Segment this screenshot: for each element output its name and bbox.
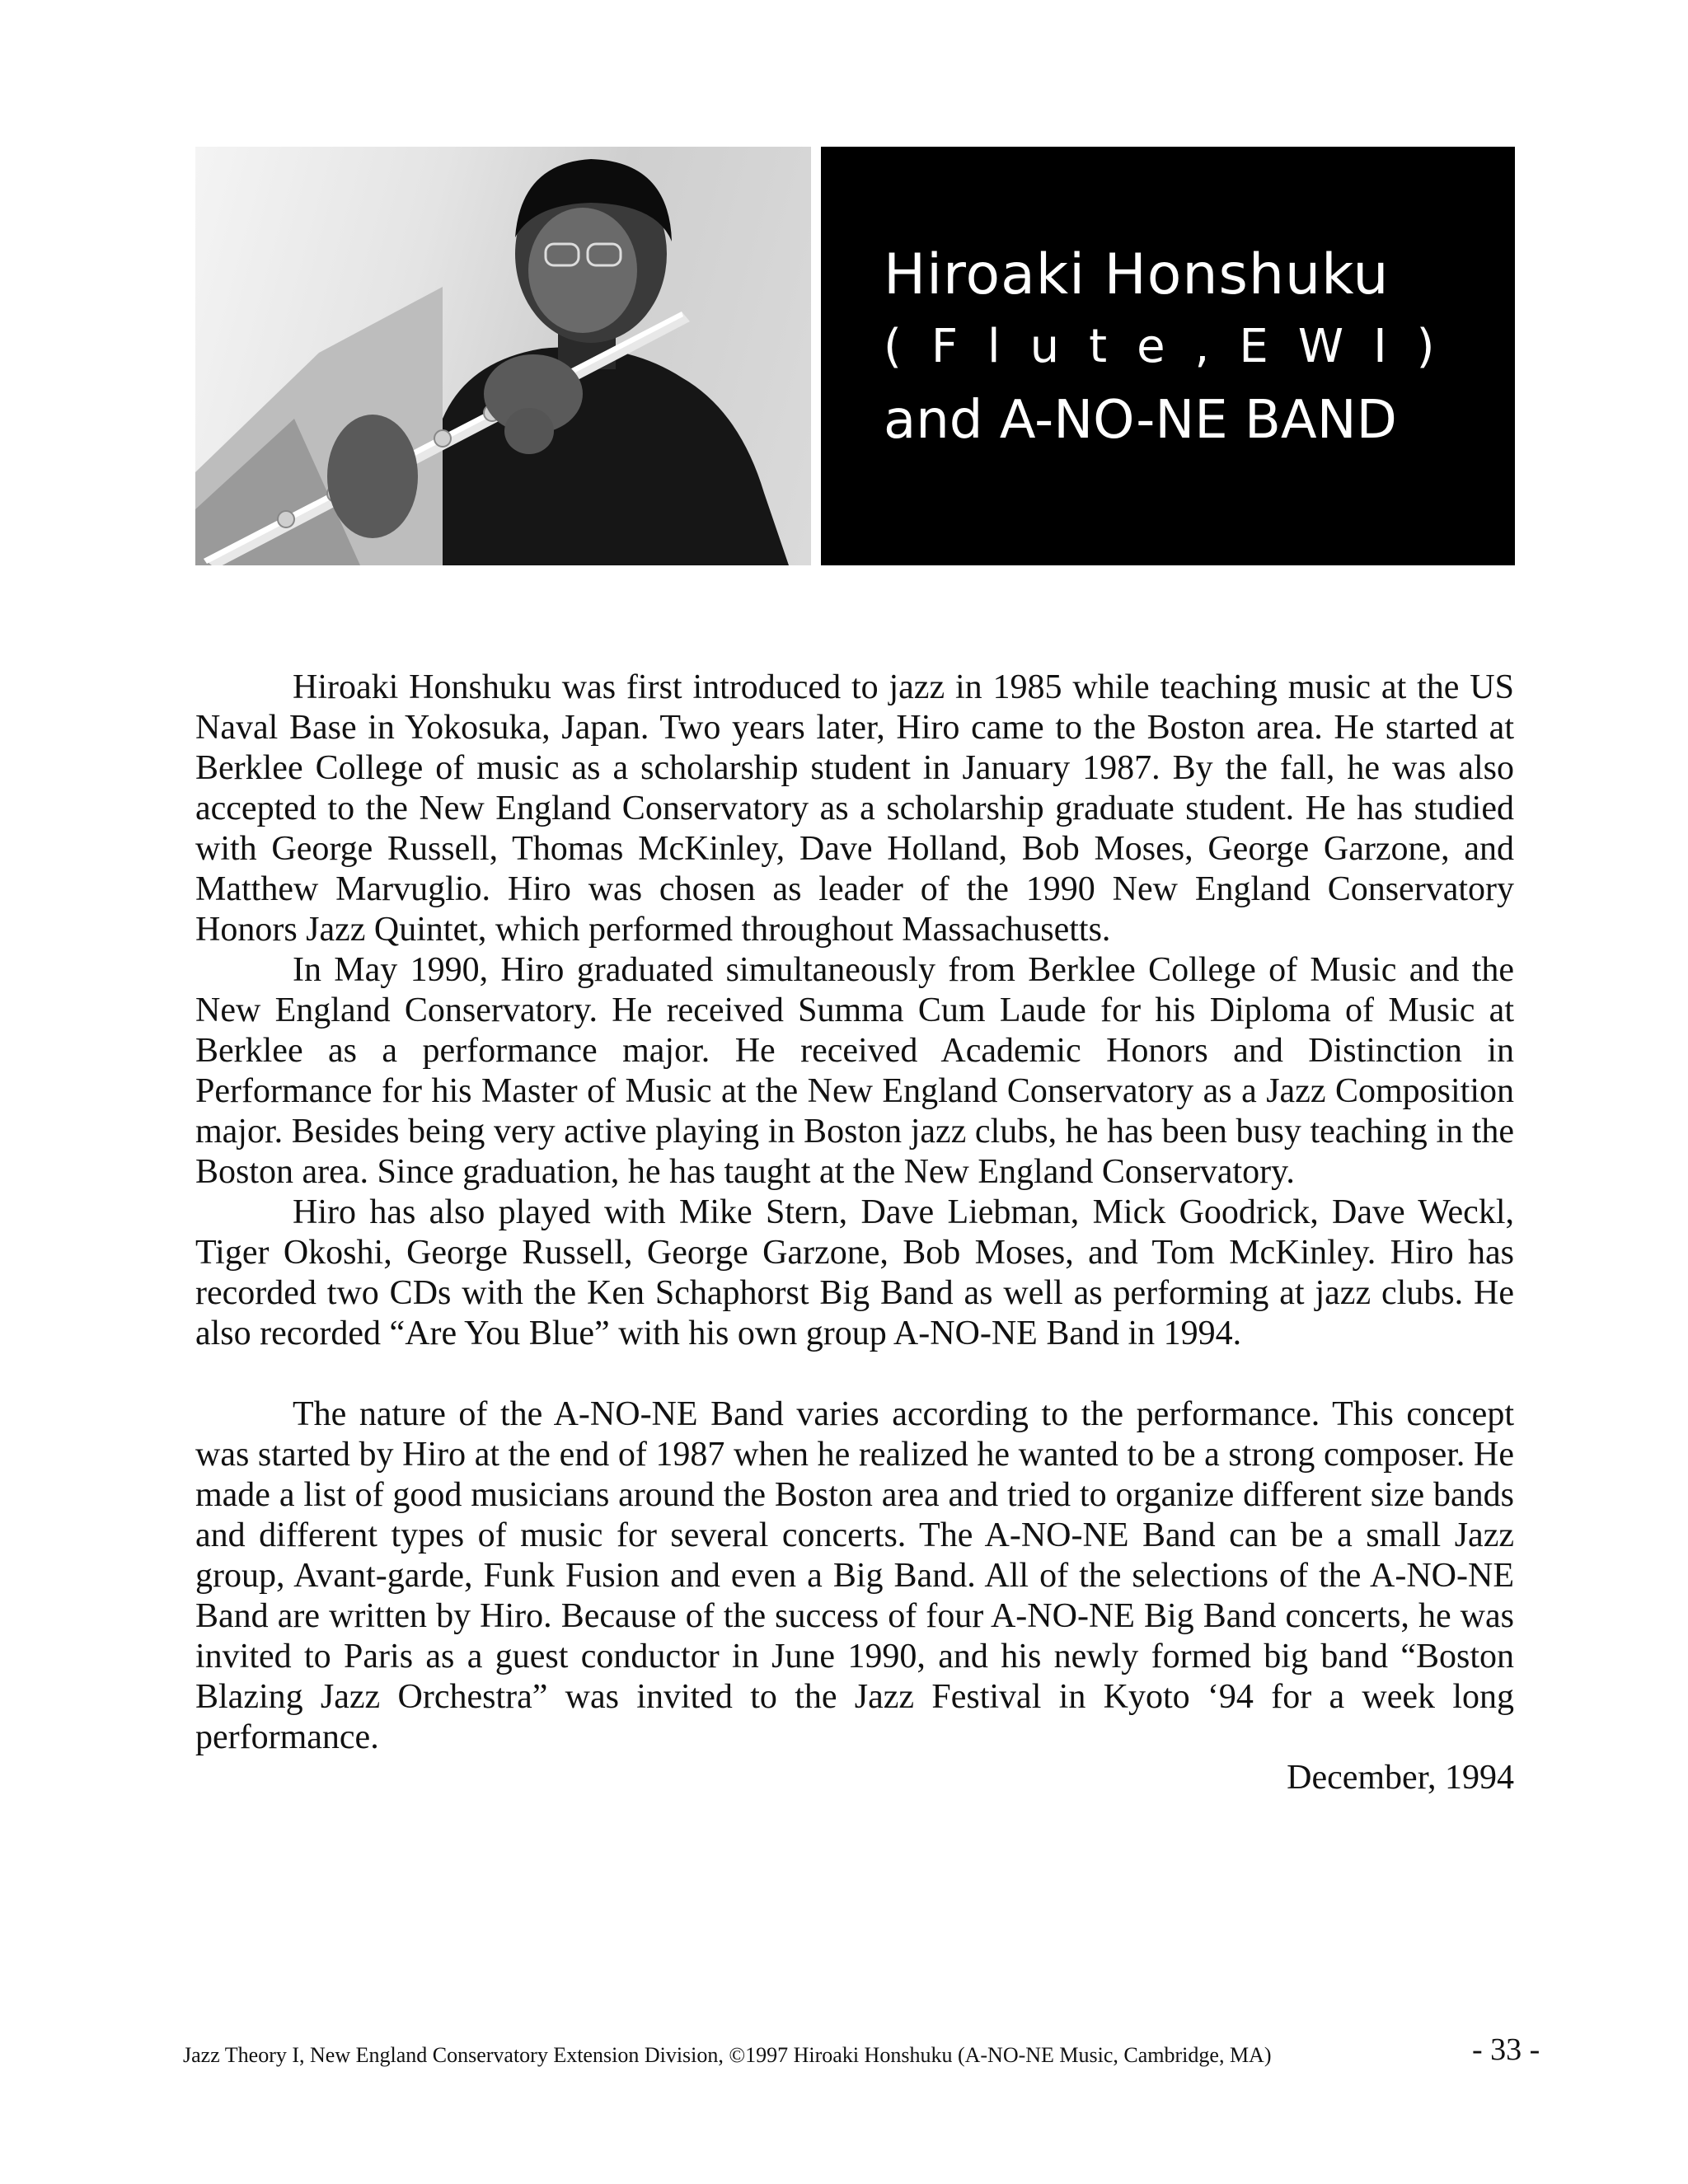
paragraph-2: In May 1990, Hiro graduated simultaneously from Berklee College of Music and the New England Conservatory. He received Summa Cum Laude for his Diploma of Music at Berklee as a performance major. He received Academic Honors and Distinction in Performance for his Master of Music at the New England Conservatory as a Jazz Composition major. Besides being very active playing in Boston jazz clubs, he has been busy teaching in the Boston area. Since graduation, he has taught at the New England Conservatory. <box>195 951 1514 1191</box>
paragraph-1: Hiroaki Honshuku was first introduced to jazz in 1985 while teaching music at the US Naval Base in Yokosuka, Japan. Two years later, Hiro came to the Boston area. He started at Berklee College of music as a scholarship student in January 1987. By the fall, he was also accepted to the New England Conservatory as a scholarship graduate student. He has studied with George Russell, Thomas McKinley, Dave Holland, Bob Moses, George Garzone, and Matthew Marvuglio. Hiro was chosen as leader of the 1990 New England Conservatory Honors Jazz Quintet, which performed throughout Massachusetts. <box>195 668 1514 949</box>
paragraph-4: The nature of the A-NO-NE Band varies according to the performance. This concept was started by Hiro at the end of 1987 when he realized he wanted to be a strong composer. He made a list of good musicians around the Boston area and tried to organize different size bands and different types of music for several concerts. The A-NO-NE Band can be a small Jazz group, Avant-garde, Funk Fusion and even a Big Band. All of the selections of the A-NO-NE Band are written by Hiro. Because of the success of four A-NO-NE Big Band concerts, he was invited to Paris as a guest conductor in June 1990, and his newly formed big band “Boston Blazing Jazz Orchestra” was invited to the Jazz Festival in Kyoto ‘94 for a week long performance. <box>195 1395 1514 1756</box>
flutist-photo-illustration <box>195 147 811 565</box>
title-name: Hiroaki Honshuku <box>884 242 1390 307</box>
biography-text <box>195 668 1514 1798</box>
page-number: - 33 - <box>1472 2032 1540 2067</box>
title-box <box>821 147 1515 565</box>
title-instruments: (Flute,EWI) <box>884 320 1465 373</box>
header-banner <box>195 147 1515 565</box>
flutist-photo <box>195 147 811 565</box>
paragraph-3: Hiro has also played with Mike Stern, Dave Liebman, Mick Goodrick, Dave Weckl, Tiger Okoshi, George Russell, George Garzone, Bob Moses, and Tom McKinley. Hiro has recorded two CDs with the Ken Schaphorst Big Band as well as performing at jazz clubs. He also recorded “Are You Blue” with his own group A-NO-NE Band in 1994. <box>195 1193 1514 1352</box>
title-band: and A-NO-NE BAND <box>884 390 1397 451</box>
date-line: December, 1994 <box>1287 1759 1514 1797</box>
footer-credit: Jazz Theory I, New England Conservatory Extension Division, ©1997 Hiroaki Honshuku (A-NO-NE Music, Cambridge, MA) <box>183 2043 1272 2067</box>
